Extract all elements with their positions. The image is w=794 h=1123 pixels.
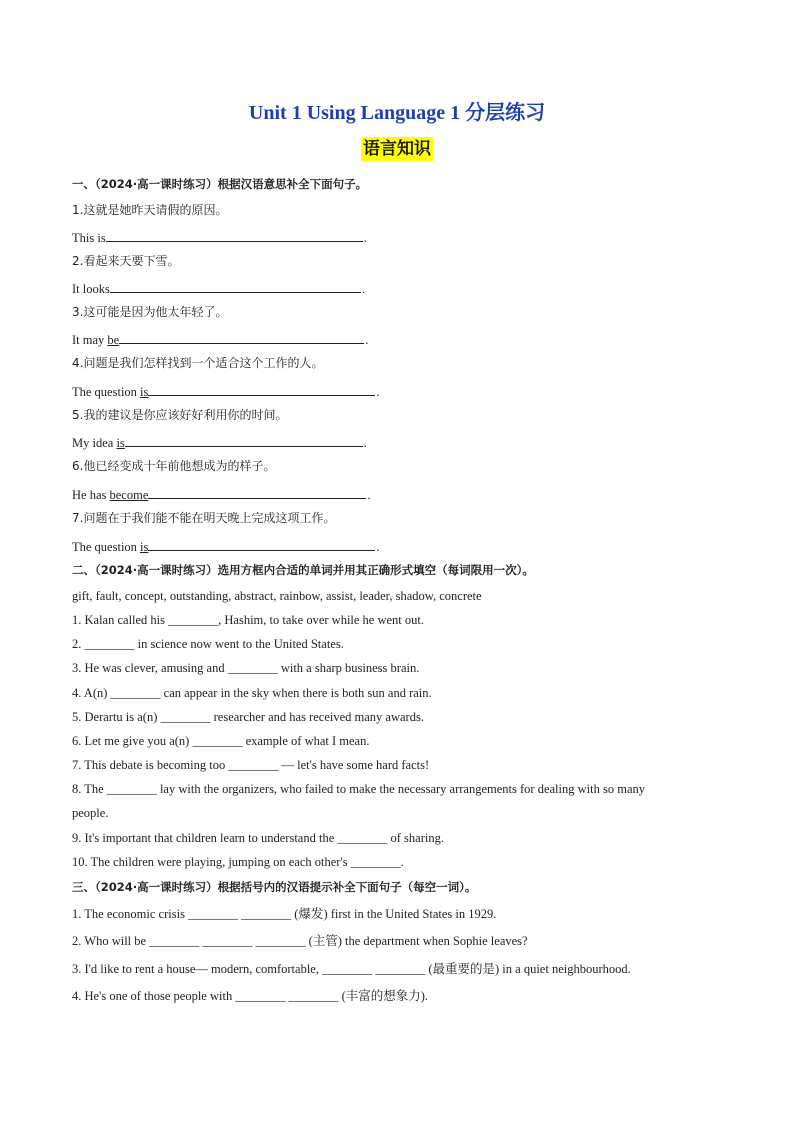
s2-item5: 5. Derartu is a(n) ________ researcher and has received many awards. [72, 710, 424, 724]
s1-item2-answer-line [72, 279, 365, 297]
s1-item5-answer-line [72, 433, 367, 451]
s3-item3: 3. I'd like to rent a house— modern, comfortable, ________ ________ (最重要的是) in a quiet neighbourhood. [72, 962, 631, 976]
section1-heading: 一、（2024·高一课时练习）根据汉语意思补全下面句子。 [72, 177, 368, 191]
subtitle-wrap [72, 137, 722, 161]
section-subtitle: 语言知识 [363, 139, 431, 159]
s3-item1: 1. The economic crisis ________ ________ (爆发) first in the United States in 1929. [72, 907, 497, 921]
s1-item7-blank[interactable] [148, 537, 375, 551]
s2-item9: 9. It's important that children learn to understand the ________ of sharing. [72, 831, 444, 845]
s1-item4-end: . [376, 385, 380, 399]
section2-heading: 二、（2024·高一课时练习）选用方框内合适的单词并用其正确形式填空（每词限用一次）。 [72, 563, 534, 577]
page-title: Unit 1 Using Language 1 分层练习 [248, 102, 546, 124]
s1-item3-cn: 3.这可能是因为他太年轻了。 [72, 305, 228, 319]
s1-item3-blank[interactable] [119, 330, 364, 344]
s1-item3-end: . [365, 333, 369, 347]
s1-item6-start: He has [72, 488, 110, 502]
s1-item2-start: It looks [72, 282, 110, 296]
s1-item2-blank[interactable] [110, 279, 361, 293]
s1-item5-blank[interactable] [125, 433, 363, 447]
s1-item1-end: . [363, 231, 367, 245]
section2-wordbox: gift, fault, concept, outstanding, abstract, rainbow, assist, leader, shadow, concrete [72, 589, 482, 603]
s3-item4: 4. He's one of those people with ________ ________ (丰富的想象力). [72, 989, 429, 1003]
s2-item8: 8. The ________ lay with the organizers, who failed to make the necessary arrangements for dealing with so many [72, 782, 645, 796]
s1-item4-start-underlined: is [140, 385, 149, 399]
s2-item2: 2. ________ in science now went to the United States. [72, 637, 344, 651]
s2-item3: 3. He was clever, amusing and ________ with a sharp business brain. [72, 661, 420, 675]
s1-item4-cn: 4.问题是我们怎样找到一个适合这个工作的人。 [72, 356, 324, 370]
s1-item2-end: . [361, 282, 365, 296]
s1-item4-start: The question [72, 385, 141, 399]
s1-item6-end: . [367, 488, 371, 502]
s1-item1-blank[interactable] [106, 228, 363, 242]
s3-item2: 2. Who will be ________ ________ ________ (主管) the department when Sophie leaves? [72, 934, 528, 948]
s1-item4-blank[interactable] [148, 382, 375, 396]
s1-item3-start-underlined: be [107, 333, 120, 347]
s2-item1: 1. Kalan called his ________, Hashim, to take over while he went out. [72, 613, 425, 627]
s1-item3-answer-line [72, 330, 368, 348]
s1-item5-start: My idea [72, 436, 117, 450]
s1-item3-start: It may [72, 333, 108, 347]
s2-item10: 10. The children were playing, jumping on each other's ________. [72, 855, 404, 869]
s1-item4-answer-line [72, 382, 380, 400]
s1-item1-cn: 1.这就是她昨天请假的原因。 [72, 203, 228, 217]
s1-item7-answer-line [72, 537, 380, 555]
s1-item1-answer-line [72, 228, 367, 246]
s1-item5-start-underlined: is [116, 436, 125, 450]
s1-item7-end: . [376, 540, 380, 554]
s2-item7: 7. This debate is becoming too ________ — let's have some hard facts! [72, 758, 430, 772]
s2-item8-continued: people. [72, 806, 109, 820]
s1-item1-start: This is [72, 231, 106, 245]
s2-item6: 6. Let me give you a(n) ________ example of what I mean. [72, 734, 370, 748]
s1-item7-start-underlined: is [140, 540, 149, 554]
s1-item2-cn: 2.看起来天要下雪。 [72, 254, 180, 268]
s1-item5-end: . [363, 436, 367, 450]
section3-heading: 三、（2024·高一课时练习）根据括号内的汉语提示补全下面句子（每空一词）。 [72, 880, 477, 894]
s1-item7-cn: 7.问题在于我们能不能在明天晚上完成这项工作。 [72, 511, 336, 525]
s2-item4: 4. A(n) ________ can appear in the sky when there is both sun and rain. [72, 686, 432, 700]
s1-item7-start: The question [72, 540, 141, 554]
s1-item6-cn: 6.他已经变成十年前他想成为的样子。 [72, 459, 276, 473]
s1-item6-blank[interactable] [148, 485, 366, 499]
s1-item6-answer-line [72, 485, 371, 503]
s1-item6-start-underlined: become [109, 488, 149, 502]
s1-item5-cn: 5.我的建议是你应该好好利用你的时间。 [72, 408, 288, 422]
